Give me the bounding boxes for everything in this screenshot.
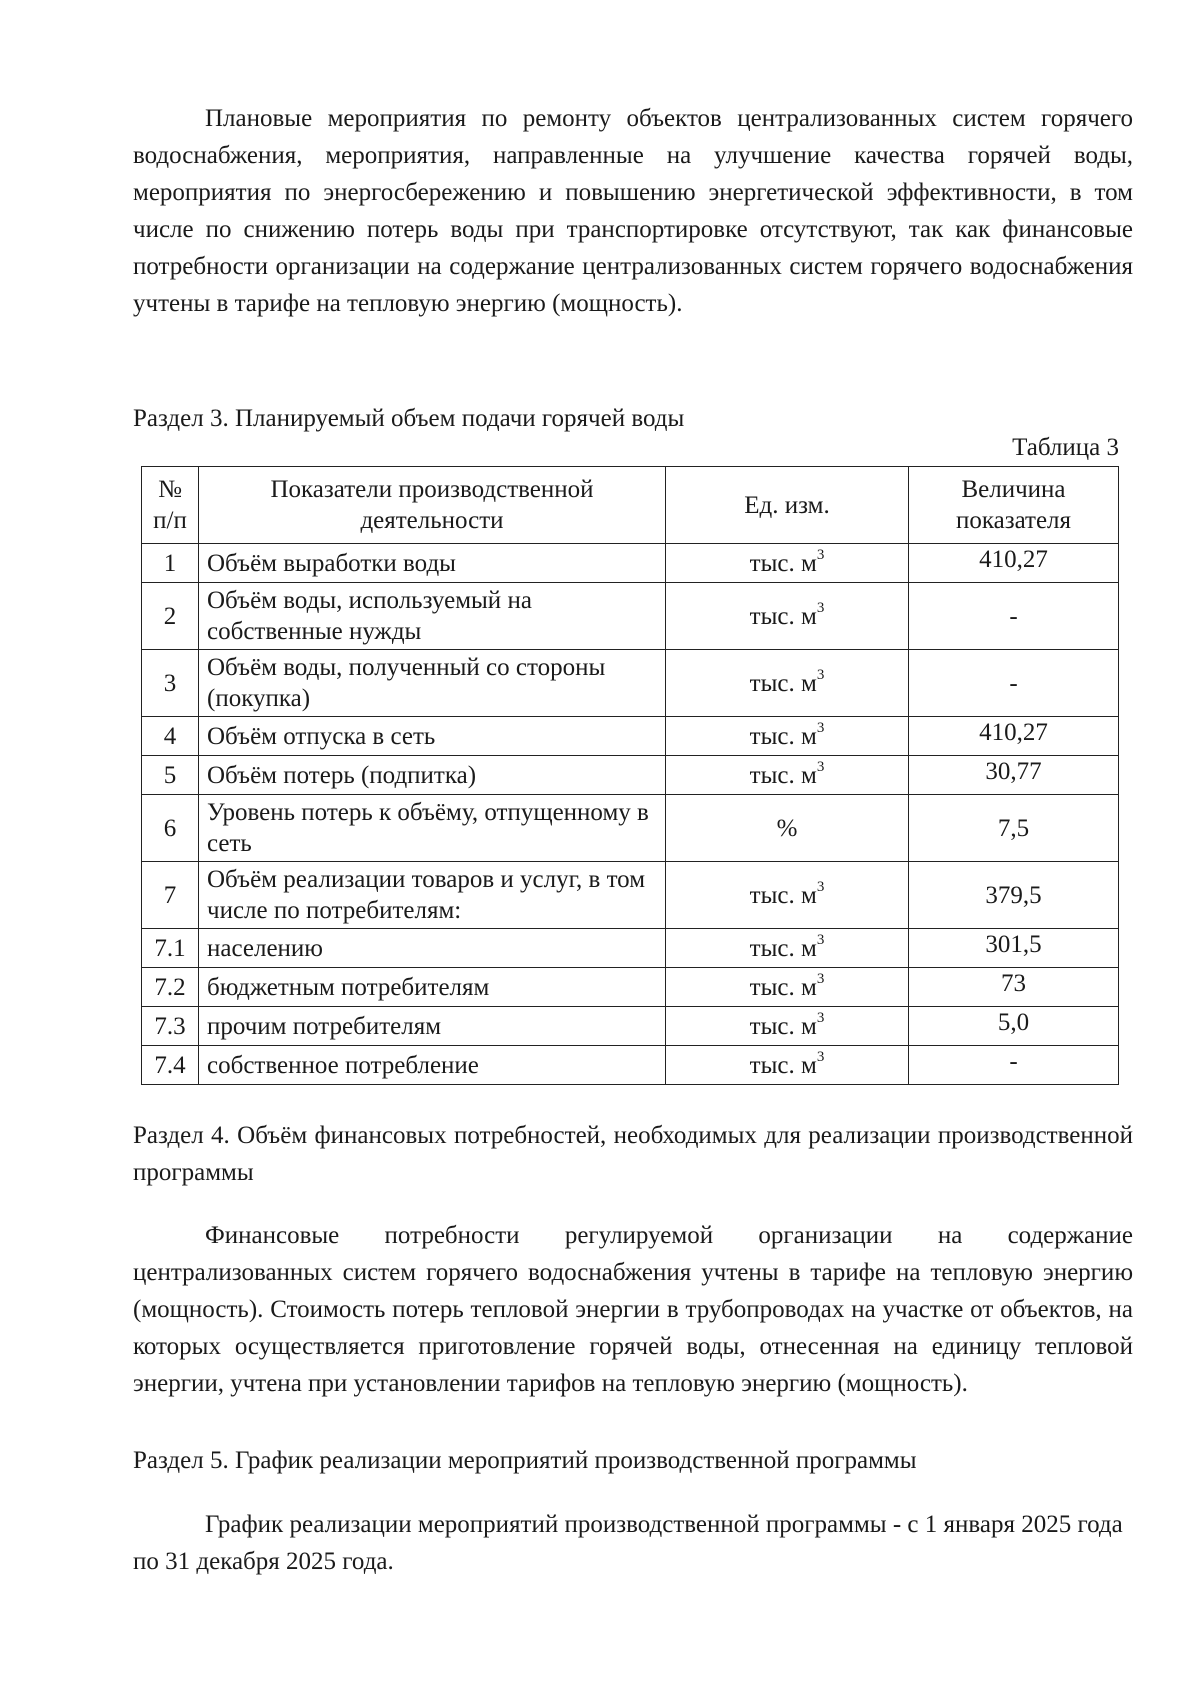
unit-base: тыс. м [749, 1012, 817, 1040]
section-3-title: Раздел 3. Планируемый объем подачи горячей воды [133, 405, 685, 432]
unit-base: % [776, 814, 798, 842]
row-number: 3 [142, 650, 199, 717]
unit-superscript: 3 [816, 600, 825, 617]
intro-paragraph: Плановые мероприятия по ремонту объектов централизованных систем горячего водоснабжения, мероприятия, направленные на улучшение качества горячей воды, мероприятия по энергосбережению и повышению энергетической эффективности, в том числе по снижению потерь воды при транспортировке отсутствуют, так как финансовые потребности организации на содержание централизованных систем горячего водоснабжения учтены в тарифе на тепловую энергию (мощность). [133, 105, 1133, 317]
row-indicator: прочим потребителям [199, 1007, 666, 1046]
table-body [142, 544, 1119, 1085]
row-number: 6 [142, 795, 199, 862]
row-indicator: бюджетным потребителям [199, 968, 666, 1007]
row-number: 7.1 [142, 929, 199, 968]
table-header-row [142, 467, 1119, 544]
row-value: 5,0 [909, 1007, 1119, 1046]
section-5-paragraph: График реализации мероприятий производственной программы - с 1 января 2025 года по 31 декабря 2025 года. [133, 1511, 1123, 1575]
row-unit [666, 583, 909, 650]
row-number: 4 [142, 717, 199, 756]
header-value: Величина показателя [909, 467, 1119, 544]
unit-superscript: 3 [816, 667, 825, 684]
unit-base: тыс. м [749, 973, 817, 1001]
table-row [142, 544, 1119, 583]
unit-superscript: 3 [816, 932, 825, 949]
row-unit [666, 544, 909, 583]
row-indicator: Объём выработки воды [199, 544, 666, 583]
row-unit [666, 929, 909, 968]
header-indicator: Показатели производственной деятельности [199, 467, 666, 544]
table-caption: Таблица 3 [1012, 434, 1119, 461]
unit-base: тыс. м [749, 934, 817, 962]
row-number: 7 [142, 862, 199, 929]
row-unit [666, 795, 909, 862]
row-unit [666, 968, 909, 1007]
row-indicator: Объём воды, полученный со стороны (покупка) [199, 650, 666, 717]
unit-base: тыс. м [749, 761, 817, 789]
unit-base: тыс. м [749, 1051, 817, 1079]
row-value: 379,5 [909, 862, 1119, 929]
unit-base: тыс. м [749, 881, 817, 909]
section-4-paragraph: Финансовые потребности регулируемой организации на содержание централизованных систем горячего водоснабжения учтены в тарифе на тепловую энергию (мощность). Стоимость потерь тепловой энергии в трубопроводах на участке от объектов, на которых осуществляется приготовление горячей воды, отнесенная на единицу тепловой энергии, учтена при установлении тарифов на тепловую энергию (мощность). [133, 1222, 1133, 1397]
row-indicator: Уровень потерь к объёму, отпущенному в сеть [199, 795, 666, 862]
table-row [142, 929, 1119, 968]
row-unit [666, 756, 909, 795]
section-5-title: Раздел 5. График реализации мероприятий производственной программы [133, 1447, 917, 1474]
row-value: 410,27 [909, 717, 1119, 756]
unit-base: тыс. м [749, 602, 817, 630]
unit-superscript: 3 [816, 1010, 825, 1027]
row-value: 7,5 [909, 795, 1119, 862]
row-unit [666, 1046, 909, 1085]
row-indicator: собственное потребление [199, 1046, 666, 1085]
row-number: 2 [142, 583, 199, 650]
row-indicator: населению [199, 929, 666, 968]
row-value: 30,77 [909, 756, 1119, 795]
water-supply-table [141, 466, 1119, 1085]
table-row [142, 1007, 1119, 1046]
table-row [142, 717, 1119, 756]
row-unit [666, 862, 909, 929]
row-indicator: Объём потерь (подпитка) [199, 756, 666, 795]
row-indicator: Объём воды, используемый на собственные нужды [199, 583, 666, 650]
unit-base: тыс. м [749, 549, 817, 577]
row-indicator: Объём отпуска в сеть [199, 717, 666, 756]
table-row [142, 862, 1119, 929]
row-number: 5 [142, 756, 199, 795]
unit-base: тыс. м [749, 722, 817, 750]
table-row [142, 756, 1119, 795]
header-num: № п/п [142, 467, 199, 544]
unit-superscript: 3 [816, 547, 825, 564]
row-value: - [909, 1046, 1119, 1085]
table-row [142, 968, 1119, 1007]
unit-superscript: 3 [816, 720, 825, 737]
row-unit [666, 1007, 909, 1046]
row-unit [666, 650, 909, 717]
row-value: - [909, 650, 1119, 717]
row-number: 7.4 [142, 1046, 199, 1085]
unit-superscript: 3 [816, 879, 825, 896]
unit-superscript: 3 [816, 1049, 825, 1066]
row-number: 7.3 [142, 1007, 199, 1046]
table-row [142, 795, 1119, 862]
unit-base: тыс. м [749, 669, 817, 697]
row-value: 301,5 [909, 929, 1119, 968]
table-row [142, 1046, 1119, 1085]
row-value: 73 [909, 968, 1119, 1007]
row-unit [666, 717, 909, 756]
section-4-title: Раздел 4. Объём финансовых потребностей, необходимых для реализации производственной программы [133, 1122, 1133, 1186]
row-number: 1 [142, 544, 199, 583]
row-value: 410,27 [909, 544, 1119, 583]
row-value: - [909, 583, 1119, 650]
table-row [142, 583, 1119, 650]
unit-superscript: 3 [816, 971, 825, 988]
row-indicator: Объём реализации товаров и услуг, в том числе по потребителям: [199, 862, 666, 929]
unit-superscript: 3 [816, 759, 825, 776]
row-number: 7.2 [142, 968, 199, 1007]
table-row [142, 650, 1119, 717]
header-unit: Ед. изм. [666, 467, 909, 544]
